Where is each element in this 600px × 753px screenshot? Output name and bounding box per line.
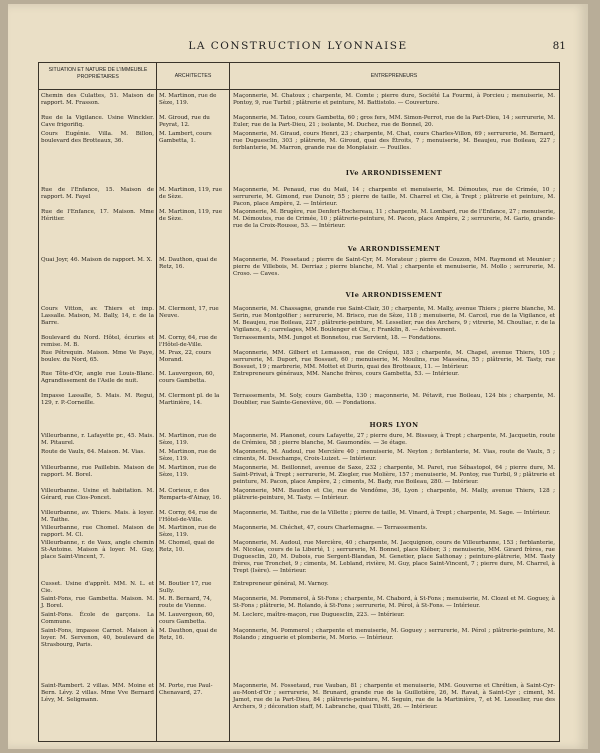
contractors-cell: Terrassements, M. Soly, cours Gambetta, 130 ; maçonnerie, M. Pétavit, rue Boileau, 124 bis ; charpente, M. Doublier, rue Sainte-Geneviève, 60. — Fondations.	[233, 393, 555, 406]
contractors-cell: Maçonnerie, M. Fossetaud, rue Vauban, 81 ; charpente et menuiserie, MM. Gouverne et Chrétien, à Saint-Cyr-au-Mont-d'Or ; serrurerie, M. Brunard, grande rue de la Guillotière, 26, M. Ravat, à Saint-Cyr ; ciment, M. Jamot, rue de la Part-Dieu, 84 ; plâtrerie-peinture, M. Seguin, rue de la Martinière, 7, et M. Lesselier, rue des Archers, 9 ; décoration staff, M. Labranche, quai Tilsitt, 26. — Intérieur.	[233, 683, 555, 710]
architect-cell: M. Martinon, rue de Sèze, 119.	[159, 449, 217, 462]
contractors-cell: Maçonnerie, M. Beillonnet, avenue de Saxe, 232 ; charpente, M. Paret, rue Sébastopol, 64 ; pierre dure, M. Saint-Privat, à Trept ; serrurerie, M. Ziegler, rue Molière, 157 ; menuiserie, M. Pontoy, rue Turbil, 9 ; plâtrerie et peinture, M. Pacon, place Ampère, 2 ; ciments, M. Bady, rue Boileau, 280. — Intérieur.	[233, 465, 555, 485]
architect-cell: M. Corny, 64, rue de l'Hôtel-de-Ville.	[159, 510, 218, 523]
architect-cell: M. Clermont, 17, rue Neuve.	[159, 306, 219, 319]
location-cell: Villeurbanne, rue Paillebin. Maison de rapport. M. Borel.	[41, 465, 154, 478]
column-header-location: SITUATION ET NATURE DE L'IMMEUBLE PROPRIÉTAIRES	[48, 67, 148, 80]
location-cell: Chemin des Culattes, 51. Maison de rapport. M. Frasson.	[41, 93, 154, 106]
section-heading: HORS LYON	[369, 421, 419, 429]
contractors-cell: Maçonnerie, M. Taithe, rue de la Villette ; pierre de taille, M. Vinard, à Trept ; charpente, M. Sage. — Intérieur.	[233, 510, 551, 516]
journal-title: LA CONSTRUCTION LYONNAISE	[188, 40, 408, 52]
location-cell: Rue Tête-d'Or, angle rue Louis-Blanc. Agrandissement de l'Asile de nuit.	[41, 371, 154, 384]
contractors-cell: Maçonnerie, M. Giraud, cours Henri, 23 ; charpente, M. Chat, cours Charles-Villon, 69 ; serrurerie, M. Bernard, rue Duguesclin, 303 ; plâtrerie, M. Giroud, quai des Étroits, 7 ; menuiserie, M. Beaujeu, rue Boileau, 227 ; ferblanterie, M. Marron, grande rue de Monplaisir. — Fouilles.	[233, 131, 555, 151]
location-cell: Saint-Rambert. 2 villas. MM. Moine et Bern. Lévy. 2 villas. Mme Vve Bernard Lévy, M. Seligmann.	[41, 683, 154, 703]
location-cell: Cours Eugénie. Villa. M. Billon, boulevard des Brotteaux, 36.	[41, 131, 154, 144]
column-divider	[229, 63, 230, 741]
location-cell: Rue Pétrequin. Maison. Mme Ve Paye, boulev. du Nord, 65.	[41, 350, 154, 363]
architect-cell: M. Clermont pl. de la Martinière, 14.	[159, 393, 220, 406]
contractors-table	[38, 62, 560, 742]
contractors-cell: Maçonnerie, M. Chéchet, 47, cours Charlemagne. — Terrassements.	[233, 525, 428, 531]
column-header-architects: ARCHITECTES	[174, 73, 212, 79]
contractors-cell: Maçonnerie, MM. Gilbert et Lemasson, rue de Créqui, 183 ; charpente, M. Chapel, avenue Thiers, 105 ; serrurerie, M. Duport, rue Bossuet, 60 ; menuiserie, M. Moulins, rue Masséna, 55 ; plâtrerie, M. Tasty, rue Bossuet, 19 ; marbrerie, MM. Mottet et Durin, quai des Brotteaux, 11. — Intérieur.	[233, 350, 555, 370]
page-header	[8, 40, 588, 58]
location-cell: Villeurbanne, r. de Vaux, angle chemin St-Antoine. Maison à loyer. M. Guy, place Saint-Vincent, 7.	[41, 540, 154, 560]
architect-cell: M. Martinon, rue de Sèze, 119.	[159, 525, 217, 538]
architect-cell: M. Corieux, r. des Remparts-d'Ainay, 16.	[159, 488, 222, 501]
contractors-cell: Maçonnerie, M. Tatoo, cours Gambetta, 60 ; gros fers, MM. Simon-Perrot, rue de la Part-Dieu, 14 ; serrurerie, M. Euler, rue de la Part-Dieu, 21 ; isolante, M. Duchez, rue de Bonnel, 20.	[233, 115, 555, 128]
page-number: 81	[552, 40, 566, 52]
architect-cell: M. Martinon, 119, rue de Sèze.	[159, 187, 223, 200]
architect-cell: M. R. Bernard, 74, route de Vienne.	[159, 596, 212, 609]
architect-cell: M. Boutier 17, rue Sully.	[159, 581, 212, 594]
contractors-cell: Maçonnerie, M. Pommerol ; charpente et menuiserie, M. Goguey ; serrurerie, M. Pérol ; plâtrerie-peinture, M. Rolando ; zinguerie et plomberie, M. Morio. — Intérieur.	[233, 628, 555, 641]
contractors-cell: Entrepreneur général, M. Varnoy.	[233, 581, 329, 587]
architect-cell: M. Giroud, rue du Peyrat, 12.	[159, 115, 210, 128]
location-cell: Impasse Lassalle, 5. Mais. M. Regui, 129, r. P.-Corneille.	[41, 393, 154, 406]
header-rule	[39, 89, 559, 90]
architect-cell: M. Lauvergeon, 60, cours Gambetta.	[159, 371, 215, 384]
column-header-contractors: ENTREPRENEURS	[370, 73, 418, 79]
location-cell: Cusset. Usine d'apprêt. MM. N. L. et Cie.	[41, 581, 154, 594]
location-cell: Villeurbanne, rue Chomel. Maison de rapport. M. Cl.	[41, 525, 154, 538]
contractors-cell: Maçonnerie, MM. Baudon et Cie, rue de Vendôme, 36, Lyon ; charpente, M. Mally, avenue Thiers, 128 ; plâtrerie-peinture, M. Tasty. — Intérieur.	[233, 488, 555, 501]
location-cell: Villeurbanne. Usine et habitation. M. Gérard, rue Clos-Poncet.	[41, 488, 154, 501]
location-cell: Rue de la Vigilance. Usine Winckler. Cave frigorifiq.	[41, 115, 154, 128]
location-cell: Rue de l'Enfance, 15. Maison de rapport. M. Fayel	[41, 187, 154, 200]
location-cell: Rue de l'Enfance, 17. Maison. Mme Héritier.	[41, 209, 154, 222]
location-cell: Saint-Fons, impasse Carnot. Maison à loyer. M. Servenon, 40, boulevard de Strasbourg, Paris.	[41, 628, 154, 648]
section-heading: Ve ARRONDISSEMENT	[347, 245, 441, 253]
architect-cell: M. Corny, 64, rue de l'Hôtel-de-Ville.	[159, 335, 218, 348]
contractors-cell: Maçonnerie, M. Fossetaud ; pierre de Saint-Cyr, M. Morateur ; pierre de Couzon, MM. Raymond et Meunier ; pierre de Villebois, M. Derriaz ; pierre blanche, M. Vial ; charpente et menuiserie, M. Mollo ; serrurerie, M. Croso. — Caves.	[233, 257, 555, 277]
contractors-cell: Entrepreneurs généraux, MM. Nanche frères, cours Gambetta, 53. — Intérieur.	[233, 371, 460, 377]
contractors-cell: Maçonnerie, M. Planonet, cours Lafayette, 27 ; pierre dure, M. Bissuey, à Trept ; charpente, M. Jacquetin, route de Crémieu, 58 ; pierre blanche, M. Gaumondès. — 3e étage.	[233, 433, 555, 446]
column-divider	[156, 63, 157, 741]
architect-cell: M. Martinon, rue de Sèze, 119.	[159, 465, 217, 478]
architect-cell: M. Prax, 22, cours Morand.	[159, 350, 212, 363]
contractors-cell: Terrassements, MM. Jungot et Bonnetou, rue Servient, 18. — Fondations.	[233, 335, 442, 341]
contractors-cell: Maçonnerie, M. Audoul, rue Mercière, 40 ; charpente, M. Jacquignon, cours de Villeurbanne, 153 ; ferblanterie, M. Nicolas, cours de la Liberté, 1 ; serrurerie, M. Bonnel, place Kléber, 3 ; menuiserie, MM. Girard frères, rue Duguesclin, 20, M. Dubois, rue Sergent-Blandan, M. Genetier, place Sathonay ; peinture-plâtrerie, MM. Tasty frères, rue Tronchet, 9 ; ciments, M. Lebland, rivière, M. Guy, place Saint-Vincent, 7 ; pierre dure, M. Charrel, à Trept (Isère). — Intérieur.	[233, 540, 555, 574]
contractors-cell: Maçonnerie, M. Chassagne, grande rue Saint-Clair, 30 ; charpente, M. Mally, avenue Thiers ; pierre blanche, M. Serin, rue Montgolfier ; serrurerie, M. Brisco, rue de Sèze, 118 ; menuiserie, M. Carcel, rue de la Vigilance, et M. Beaujeu, rue Boileau, 227 ; plâtrerie-peinture, M. Lesselier, rue des Archers, 9 ; vitrerie, M. Chouliac, r. de la Vigilance, 4 ; carrelages, MM. Boulenger et Cie, r. Franklin, 8. — Achèvement.	[233, 306, 555, 333]
architect-cell: M. Martinon, 119, rue de Sèze.	[159, 209, 223, 222]
location-cell: Saint-Fons. École de garçons. La Commune.	[41, 612, 154, 625]
location-cell: Villeurbanne, av. Thiers. Mais. à loyer. M. Taithe.	[41, 510, 154, 523]
section-heading: VIe ARRONDISSEMENT	[345, 291, 443, 299]
location-cell: Cours Vitton, av. Thiers et imp. Lassalle. Maison, M. Bally, 14, r. de la Barre.	[41, 306, 154, 326]
contractors-cell: Maçonnerie, M. Penaud, rue du Mail, 14 ; charpente et menuiserie, M. Démoutes, rue de Crimée, 10 ; serrurerie, M. Gimond, rue Dunoir, 55 ; pierre de taille, M. Charrel et Cie, à Trept ; plâtrerie et peinture, M. Pacon, place Ampère, 2. — Intérieur.	[233, 187, 555, 207]
location-cell: Route de Vaulx, 64. Maison. M. Vias.	[41, 449, 146, 455]
architect-cell: M. Martinon, rue de Sèze, 119.	[159, 93, 217, 106]
contractors-cell: Maçonnerie, M. Brugère, rue Denfert-Rochereau, 11 ; charpente, M. Lombard, rue de l'Enfance, 27 ; menuiserie, M. Démoutes, rue de Crimée, 10 ; plâtrerie-peinture, M. Pacon, place Ampère, 2 ; serrurerie, M. Gario, grande-rue de la Croix-Rousse, 53. — Intérieur.	[233, 209, 555, 229]
document-page	[8, 4, 588, 749]
architect-cell: M. Martinon, rue de Sèze, 119.	[159, 433, 217, 446]
location-cell: Boulevard du Nord. Hôtel, écuries et remise. M. B.	[41, 335, 154, 348]
architect-cell: M. Lambert, cours Gambetta, 1.	[159, 131, 212, 144]
contractors-cell: M. Leclerc, maître-maçon, rue Duguesclin, 223. — Intérieur.	[233, 612, 405, 618]
architect-cell: M. Dauthon, quai de Retz, 16.	[159, 628, 218, 641]
architect-cell: M. Lauvergeon, 60, cours Gambetta.	[159, 612, 215, 625]
architect-cell: M. Chomel, quai de Retz, 10.	[159, 540, 215, 553]
location-cell: Saint-Fons, rue Gambetta. Maison. M. J. Borel.	[41, 596, 154, 609]
contractors-cell: Maçonnerie, M. Chatoux ; charpente, M. Comte ; pierre dure, Société La Fourmi, à Porcieu ; menuiserie, M. Pontoy, 9, rue Turbil ; plâtrerie et peinture, M. Battistolo. — Couverture.	[233, 93, 555, 106]
contractors-cell: Maçonnerie, M. Pommerol, à St-Fons ; charpente, M. Chabord, à St-Fons ; menuiserie, M. Clozel et M. Goguey, à St-Fons ; plâtrerie, M. Rolando, à St-Fons ; serrurerie, M. Pérol, à St-Fons. — Intérieur.	[233, 596, 555, 609]
location-cell: Quai Joyr, 46. Maison de rapport. M. X.	[41, 257, 153, 263]
architect-cell: M. Dauthon, quai de Retz, 16.	[159, 257, 218, 270]
architect-cell: M. Porte, rue Paul-Chenavard, 27.	[159, 683, 213, 696]
section-heading: IVe ARRONDISSEMENT	[345, 169, 443, 177]
location-cell: Villeurbanne, r. Lafayette pr., 45. Mais. M. Pitaurel.	[41, 433, 154, 446]
contractors-cell: Maçonnerie, M. Audoul, rue Mercière 40 ; menuiserie, M. Neyton ; ferblanterie, M. Vias, route de Vaulx, 5 ; ciments, M. Deschamps, Croix-Luizet. — Intérieur.	[233, 449, 555, 462]
